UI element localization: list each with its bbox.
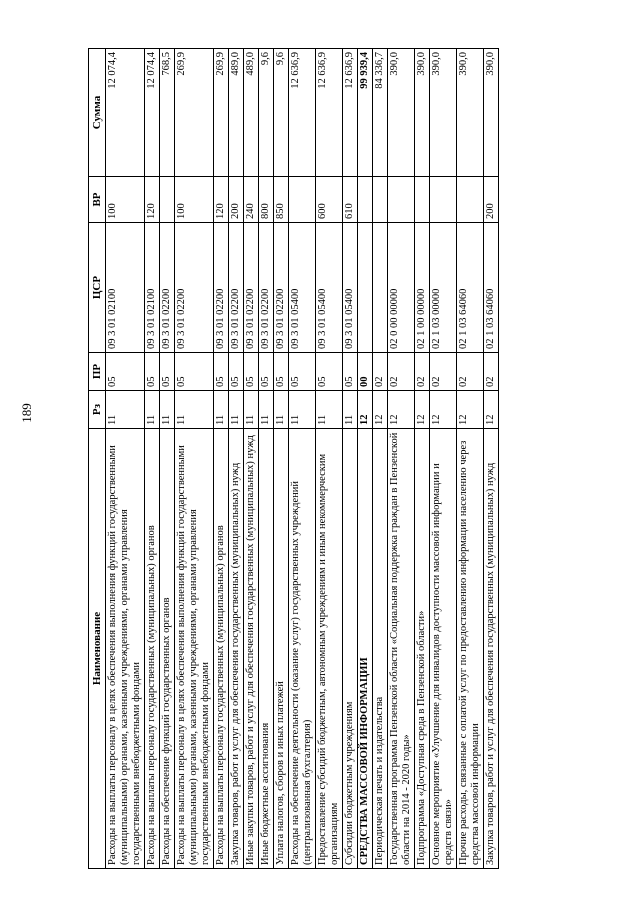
- cell-name: Иные закупки товаров, работ и услуг для обеспечения государственных (муниципальных) нужд: [244, 429, 259, 869]
- table-row: [259, 49, 274, 869]
- cell-rz: 12: [388, 391, 415, 429]
- table-row: [244, 49, 259, 869]
- table-row: [214, 49, 229, 869]
- cell-rz: 11: [175, 391, 214, 429]
- cell-pr: 02: [373, 353, 388, 391]
- cell-name: Закупка товаров, работ и услуг для обеспечения государственных (муниципальных) нужд: [229, 429, 244, 869]
- cell-rz: 11: [229, 391, 244, 429]
- cell-rz: 12: [484, 391, 499, 429]
- cell-name: Государственная программа Пензенской области «Социальная поддержка граждан в Пензенской области на 2014 - 2020 годы»: [388, 429, 415, 869]
- cell-vr: [430, 177, 457, 223]
- cell-csr: 02 1 03 64060: [484, 223, 499, 353]
- table-row: [358, 49, 373, 869]
- cell-rz: 11: [106, 391, 145, 429]
- header-name: Наименование: [89, 429, 106, 869]
- cell-rz: 12: [373, 391, 388, 429]
- page-number: 189: [19, 403, 34, 423]
- cell-vr: [415, 177, 430, 223]
- cell-rz: 12: [457, 391, 484, 429]
- cell-csr: 09 3 01 02200: [160, 223, 175, 353]
- table-row: [160, 49, 175, 869]
- table-row: [415, 49, 430, 869]
- cell-name: Иные бюджетные ассигнования: [259, 429, 274, 869]
- cell-pr: 02: [388, 353, 415, 391]
- cell-sum: 12 636,9: [343, 49, 358, 177]
- cell-rz: 11: [160, 391, 175, 429]
- cell-csr: 09 3 01 02200: [274, 223, 289, 353]
- cell-rz: 11: [289, 391, 316, 429]
- header-csr: ЦСР: [89, 223, 106, 353]
- cell-csr: [358, 223, 373, 353]
- cell-rz: 11: [259, 391, 274, 429]
- table-row: [343, 49, 358, 869]
- table-row: [484, 49, 499, 869]
- cell-pr: 05: [229, 353, 244, 391]
- budget-table: [88, 48, 499, 869]
- rotated-page-content: [88, 49, 566, 869]
- cell-name: Закупка товаров, работ и услуг для обеспечения государственных (муниципальных) нужд: [484, 429, 499, 869]
- cell-vr: 800: [259, 177, 274, 223]
- cell-name: Расходы на выплаты персоналу в целях обеспечения выполнения функций государственными (муниципальными) органами, казенными учреждениями, органами управления государственными внебюджетными фондами: [175, 429, 214, 869]
- table-row: [106, 49, 145, 869]
- cell-pr: 05: [145, 353, 160, 391]
- cell-csr: 02 1 03 00000: [430, 223, 457, 353]
- cell-csr: 09 3 01 02200: [214, 223, 229, 353]
- cell-name: Периодическая печать и издательства: [373, 429, 388, 869]
- header-sum: Сумма: [89, 49, 106, 177]
- cell-name: Предоставление субсидий бюджетным, автономным учреждениям и иным некоммерческим организациям: [316, 429, 343, 869]
- cell-csr: 09 3 01 02100: [145, 223, 160, 353]
- cell-sum: 768,5: [160, 49, 175, 177]
- cell-csr: 09 3 01 02100: [106, 223, 145, 353]
- cell-name: Основное мероприятие «Улучшение для инвалидов доступности массовой информации и средств связи»: [430, 429, 457, 869]
- cell-pr: 05: [259, 353, 274, 391]
- cell-csr: 02 0 00 00000: [388, 223, 415, 353]
- cell-csr: 09 3 01 05400: [316, 223, 343, 353]
- cell-pr: 05: [106, 353, 145, 391]
- table-row: [289, 49, 316, 869]
- cell-sum: 269,9: [214, 49, 229, 177]
- cell-sum: 390,0: [388, 49, 415, 177]
- cell-csr: 09 3 01 05400: [289, 223, 316, 353]
- cell-sum: 12 636,9: [316, 49, 343, 177]
- cell-vr: 200: [229, 177, 244, 223]
- cell-pr: 05: [214, 353, 229, 391]
- cell-sum: 9,6: [259, 49, 274, 177]
- cell-sum: 390,0: [430, 49, 457, 177]
- cell-vr: [160, 177, 175, 223]
- table-header-row: [89, 49, 106, 869]
- cell-pr: 05: [274, 353, 289, 391]
- cell-vr: 200: [484, 177, 499, 223]
- cell-rz: 11: [214, 391, 229, 429]
- cell-vr: [388, 177, 415, 223]
- cell-csr: 02 1 00 00000: [415, 223, 430, 353]
- cell-vr: 600: [316, 177, 343, 223]
- cell-csr: 09 3 01 05400: [343, 223, 358, 353]
- cell-pr: 05: [289, 353, 316, 391]
- cell-rz: 12: [358, 391, 373, 429]
- cell-sum: 12 074,4: [106, 49, 145, 177]
- cell-vr: 120: [214, 177, 229, 223]
- table-row: [229, 49, 244, 869]
- cell-pr: 02: [415, 353, 430, 391]
- cell-vr: 610: [343, 177, 358, 223]
- cell-pr: 05: [175, 353, 214, 391]
- cell-rz: 11: [343, 391, 358, 429]
- header-pr: ПР: [89, 353, 106, 391]
- table-row: [373, 49, 388, 869]
- table-row: [430, 49, 457, 869]
- cell-name: Расходы на выплаты персоналу государственных (муниципальных) органов: [145, 429, 160, 869]
- cell-csr: 02 1 03 64060: [457, 223, 484, 353]
- cell-rz: 12: [430, 391, 457, 429]
- cell-rz: 11: [316, 391, 343, 429]
- cell-vr: 120: [145, 177, 160, 223]
- cell-sum: 489,0: [244, 49, 259, 177]
- cell-sum: 99 939,4: [358, 49, 373, 177]
- cell-name: Подпрограмма «Доступная среда в Пензенской области»: [415, 429, 430, 869]
- table-row: [145, 49, 160, 869]
- cell-rz: 11: [274, 391, 289, 429]
- cell-vr: [289, 177, 316, 223]
- cell-sum: 390,0: [484, 49, 499, 177]
- cell-name: Расходы на обеспечение функций государственных органов: [160, 429, 175, 869]
- cell-rz: 12: [415, 391, 430, 429]
- cell-sum: 12 636,9: [289, 49, 316, 177]
- cell-rz: 11: [145, 391, 160, 429]
- cell-vr: [457, 177, 484, 223]
- table-row: [316, 49, 343, 869]
- cell-vr: [358, 177, 373, 223]
- cell-pr: 00: [358, 353, 373, 391]
- cell-sum: 489,0: [229, 49, 244, 177]
- cell-pr: 05: [316, 353, 343, 391]
- cell-pr: 05: [244, 353, 259, 391]
- cell-csr: 09 3 01 02200: [259, 223, 274, 353]
- cell-sum: 9,6: [274, 49, 289, 177]
- cell-vr: 100: [175, 177, 214, 223]
- cell-csr: 09 3 01 02200: [244, 223, 259, 353]
- cell-sum: 390,0: [457, 49, 484, 177]
- header-vr: ВР: [89, 177, 106, 223]
- cell-pr: 02: [457, 353, 484, 391]
- cell-pr: 05: [343, 353, 358, 391]
- table-row: [388, 49, 415, 869]
- cell-sum: 12 074,4: [145, 49, 160, 177]
- cell-vr: [373, 177, 388, 223]
- cell-name: Уплата налогов, сборов и иных платежей: [274, 429, 289, 869]
- table-row: [457, 49, 484, 869]
- cell-pr: 02: [430, 353, 457, 391]
- cell-pr: 02: [484, 353, 499, 391]
- cell-name: Прочие расходы, связанные с оплатой услуг по предоставлению информации населению через средства массовой информации: [457, 429, 484, 869]
- cell-vr: 850: [274, 177, 289, 223]
- cell-name: Расходы на выплаты персоналу государственных (муниципальных) органов: [214, 429, 229, 869]
- header-rz: Рз: [89, 391, 106, 429]
- cell-sum: 269,9: [175, 49, 214, 177]
- cell-name: Субсидии бюджетным учреждениям: [343, 429, 358, 869]
- cell-vr: 100: [106, 177, 145, 223]
- cell-vr: 240: [244, 177, 259, 223]
- cell-name: СРЕДСТВА МАССОВОЙ ИНФОРМАЦИИ: [358, 429, 373, 869]
- table-row: [274, 49, 289, 869]
- cell-sum: 390,0: [415, 49, 430, 177]
- cell-name: Расходы на выплаты персоналу в целях обеспечения выполнения функций государственными (муниципальными) органами, казенными учреждениями, органами управления государственными внебюджетными фондами: [106, 429, 145, 869]
- table-row: [175, 49, 214, 869]
- cell-rz: 11: [244, 391, 259, 429]
- cell-csr: [373, 223, 388, 353]
- cell-csr: 09 3 01 02200: [175, 223, 214, 353]
- cell-sum: 84 336,7: [373, 49, 388, 177]
- cell-csr: 09 3 01 02200: [229, 223, 244, 353]
- cell-pr: 05: [160, 353, 175, 391]
- cell-name: Расходы на обеспечение деятельности (оказание услуг) государственных учреждений (централизованная бухгалтерия): [289, 429, 316, 869]
